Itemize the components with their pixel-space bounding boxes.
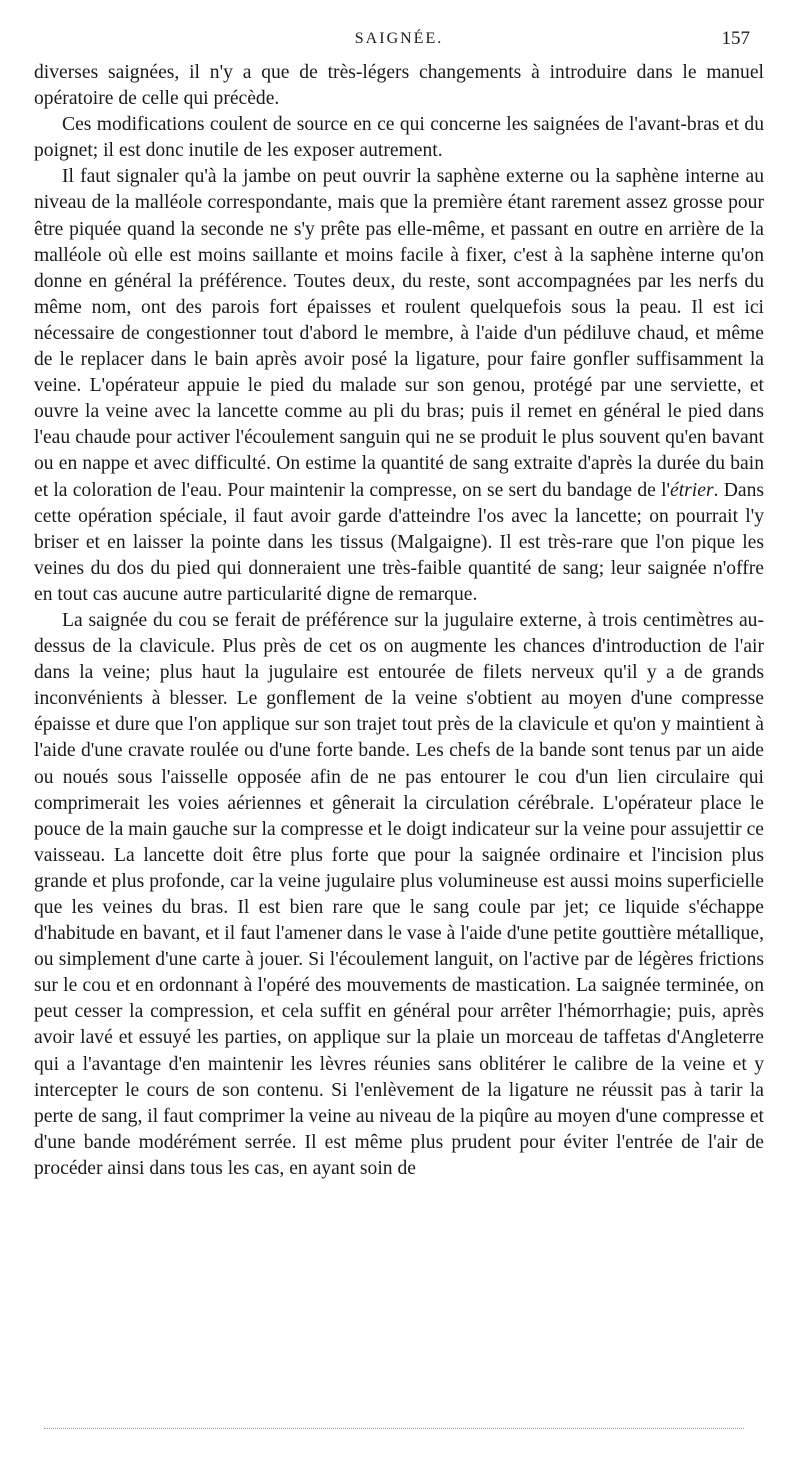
running-title: SAIGNÉE. <box>354 30 444 47</box>
etrier-tail: . <box>713 479 719 501</box>
page-number: 157 <box>721 28 750 49</box>
running-head <box>34 30 764 56</box>
etrier-term: étrier <box>670 479 714 501</box>
paragraph-continuation: diverses saignées, il n'y a que de très-légers changements à introduire dans le manuel opératoire de celle qui précède. <box>34 62 764 110</box>
body-text <box>34 60 764 1182</box>
paragraph-leg-bleeding <box>34 164 764 608</box>
paragraph-leg-bleeding-text: Il faut signaler qu'à la jambe on peut ouvrir la saphène externe ou la saphène interne au niveau de la malléole correspondante, mais que la première étant rarement assez grosse pour être piquée quand la seconde ne s'y prête pas elle-même, et passant en outre en arrière de la malléole où elle est moins saillante et moins facile à fixer, c'est à la saphène interne qu'on donne en général la préférence. Toutes deux, du reste, sont accompagnées par les nerfs du même nom, ont des parois fort épaisses et roulent quelquefois sous la peau. Il est ici nécessaire de congestionner tout d'abord le membre, à l'aide d'un pédiluve chaud, et même de le replacer dans le bain après avoir posé la ligature, pour faire gonfler suffisamment la veine. L'opérateur appuie le pied du malade sur son genou, protégé par une serviette, et ouvre la veine avec la lancette comme au pli du bras; puis il remet en général le pied dans l'eau chaude pour activer l'écoulement sanguin qui ne se produit le plus souvent qu'en bavant ou en nappe et avec difficulté. On estime la quantité de sang extraite d'après la durée du bain et la coloration de l'eau. Pour maintenir la compresse, on se sert du bandage de l' <box>34 166 764 501</box>
paragraph-neck-bleeding: La saignée du cou se ferait de préférence sur la jugulaire externe, à trois centimètres au-dessus de la clavicule. Plus près de cet os on augmente les chances d'introduction de l'air dans la veine; plus haut la jugulaire est entourée de filets nerveux qu'il y a de grands inconvénients à blesser. Le gonflement de la veine s'obtient au moyen d'une compresse épaisse et dure que l'on applique sur son trajet tout près de la clavicule et qu'on y maintient à l'aide d'une cravate roulée ou d'une forte bande. Les chefs de la bande sont tenus par un aide ou noués sous l'aisselle opposée afin de ne pas entourer le cou d'un lien circulaire qui comprimerait les voies aériennes et gênerait la circulation cérébrale. L'opérateur place le pouce de la main gauche sur la compresse et le doigt indicateur sur la veine pour assujettir ce vaisseau. La lancette doit être plus forte que pour la saignée ordinaire et l'incision plus grande et plus profonde, car la veine jugulaire plus volumineuse est aussi moins superficielle que les veines du bras. Il est bien rare que le sang coule par jet; ce liquide s'échappe d'habitude en bavant, et il faut l'amener dans le vase à l'aide d'une petite gouttière métallique, ou simplement d'une carte à jouer. Si l'écoulement languit, on l'active par de légères frictions sur le cou et en ordonnant à l'opéré des mouvements de mastication. La saignée terminée, on peut cesser la compression, et cela suffit en général pour arrêter l'hémorrhagie; puis, après avoir lavé et essuyé les parties, on applique sur la plaie un morceau de taffetas d'Angleterre qui a l'avantage d'en maintenir les lèvres réunies sans oblitérer le calibre de la veine et y intercepter le cours de son contenu. Si l'enlèvement de la ligature ne réussit pas à tarir la perte de sang, il faut comprimer la veine au niveau de la piqûre au moyen d'une compresse et d'une bande modérément serrée. Il est même plus prudent pour éviter l'entrée de l'air de procéder ainsi dans tous les cas, en ayant soin de <box>34 609 764 1179</box>
paragraph-leg-bleeding-continued: Dans cette opération spéciale, il faut avoir garde d'atteindre l'os avec la lancette; on pourrait l'y briser et en laisser la pointe dans les tissus (Malgaigne). Il est très-rare que l'on pique les veines du dos du pied qui donneraient une très-faible quantité de sang; leur saignée n'offre en tout cas aucune autre particularité digne de remarque. <box>34 479 764 605</box>
paragraph-modifications: Ces modifications coulent de source en ce qui concerne les saignées de l'avant-bras et du poignet; il est donc inutile de les exposer autrement. <box>34 114 764 162</box>
page-bottom-rule <box>44 1428 744 1429</box>
